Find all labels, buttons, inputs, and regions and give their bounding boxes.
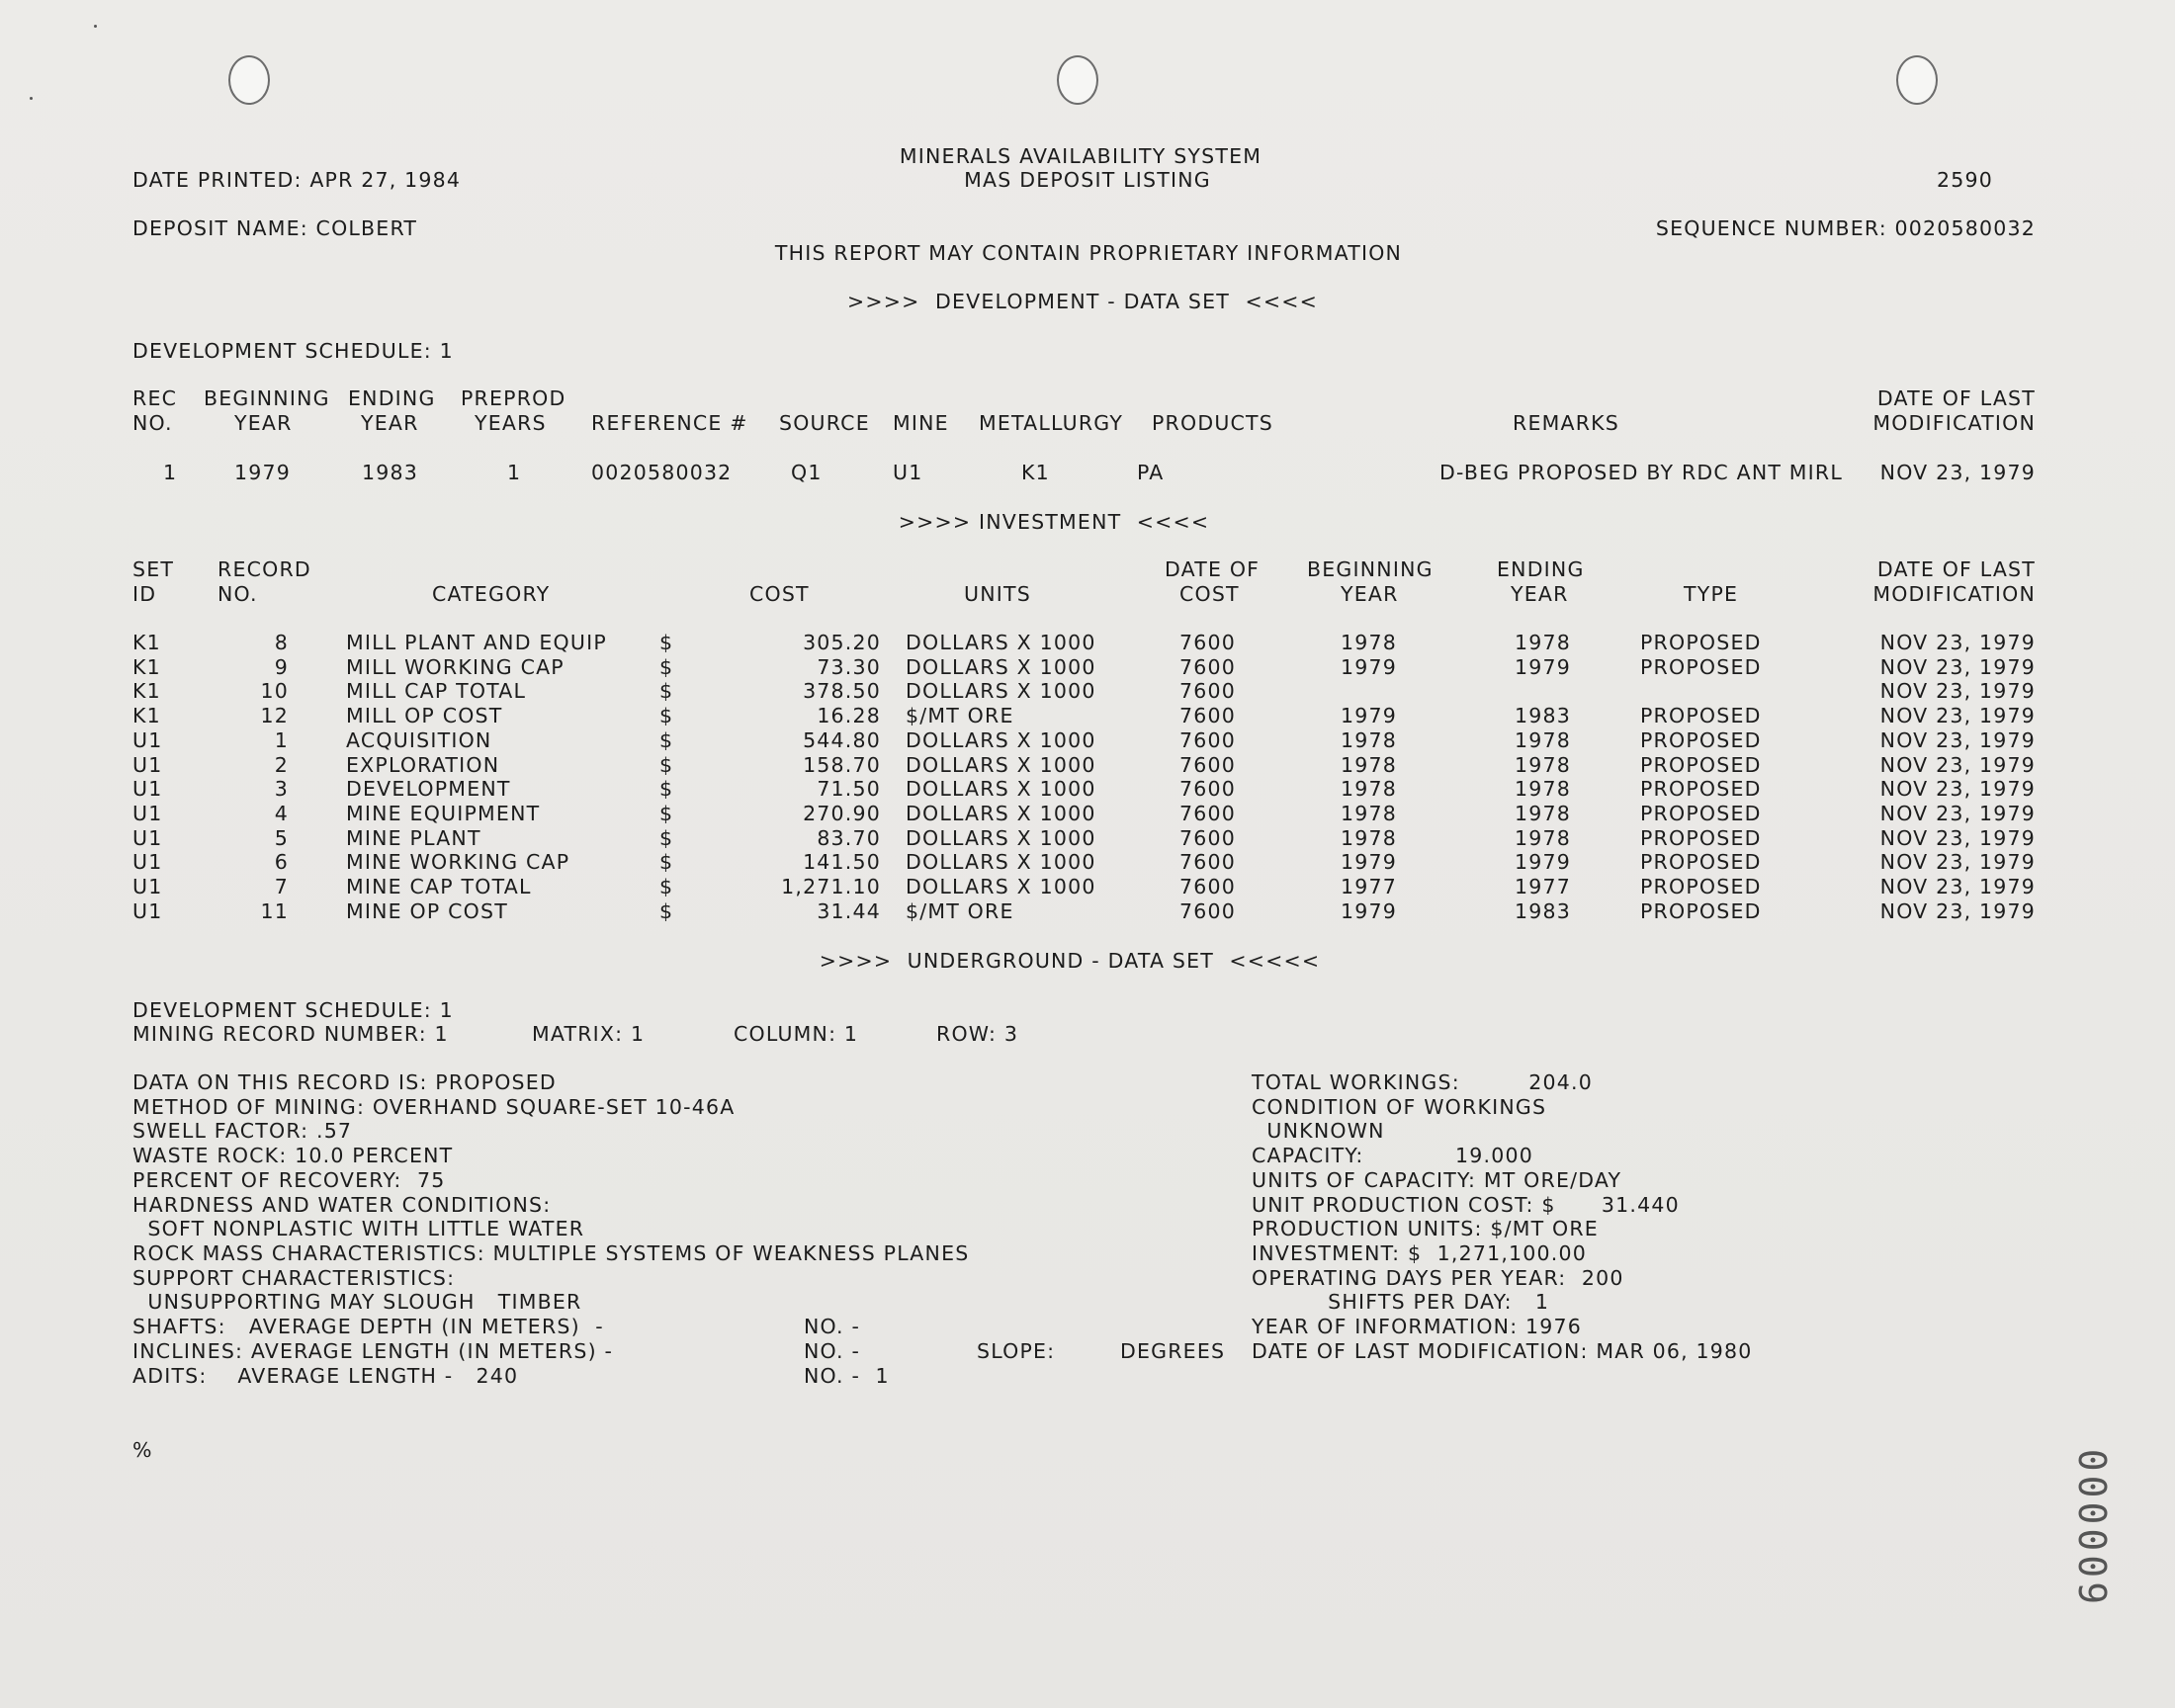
- cell-cost: 305.20: [803, 631, 881, 654]
- cell-record-no: 3: [274, 777, 289, 802]
- detail-line: CONDITION OF WORKINGS: [1252, 1095, 1547, 1119]
- cell-date-of-cost: 7600: [1179, 631, 1236, 654]
- cell-category: MINE CAP TOTAL: [346, 875, 532, 898]
- cell-date-of-cost: 7600: [1179, 801, 1236, 825]
- cell-record-no: 4: [274, 801, 289, 825]
- detail-line: YEAR OF INFORMATION: 1976: [1252, 1315, 1583, 1338]
- cell-set-id: U1: [132, 825, 163, 850]
- sequence-number: SEQUENCE NUMBER: 0020580032: [1655, 216, 2036, 240]
- cell-type: PROPOSED: [1640, 704, 1762, 728]
- cell-ending-year: 1983: [1515, 704, 1571, 728]
- cell-record-no: 7: [274, 875, 289, 898]
- cell-ending-year: 1979: [1515, 654, 1571, 679]
- cell-category: MILL OP COST: [346, 704, 503, 728]
- cell-cost: 16.28: [817, 704, 881, 728]
- detail-line: TOTAL WORKINGS: 204.0: [1252, 1070, 1593, 1094]
- detail-line: SUPPORT CHARACTERISTICS:: [132, 1266, 456, 1290]
- system-title: MINERALS AVAILABILITY SYSTEM: [899, 144, 1262, 168]
- cell-units: $/MT ORE: [906, 704, 1014, 728]
- development-schedule: DEVELOPMENT SCHEDULE: 1: [132, 339, 454, 363]
- cell-beginning-year: 1978: [1341, 631, 1397, 654]
- cell-record-no: 10: [260, 679, 289, 704]
- cell-date-of-cost: 7600: [1179, 825, 1236, 850]
- cell-ending-year: 1978: [1515, 631, 1571, 654]
- col-header-type: TYPE: [1684, 582, 1739, 606]
- cell-units: DOLLARS X 1000: [906, 875, 1096, 898]
- cell-cost: 270.90: [803, 801, 881, 825]
- frame-number-stamp: 600000: [2072, 1444, 2116, 1605]
- cell-category: MILL CAP TOTAL: [346, 679, 527, 704]
- cell-category: MILL PLANT AND EQUIP: [346, 631, 607, 654]
- cell-beginning-year: 1979: [1341, 654, 1397, 679]
- cell-record-no: 8: [274, 631, 289, 654]
- detail-line: WASTE ROCK: 10.0 PERCENT: [132, 1144, 454, 1167]
- cell-currency: $: [659, 777, 674, 802]
- cell-modified: NOV 23, 1979: [1879, 727, 2036, 752]
- col-header-set-id: SET: [132, 557, 175, 581]
- cell-date-of-cost: 7600: [1179, 727, 1236, 752]
- detail-line: ROCK MASS CHARACTERISTICS: MULTIPLE SYSTEMS OF WEAKNESS PLANES: [132, 1241, 970, 1265]
- col-header-ending: YEAR: [361, 411, 419, 435]
- cell-ending-year: 1979: [1515, 850, 1571, 875]
- cell-currency: $: [659, 752, 674, 777]
- col-header-cost: COST: [749, 582, 810, 606]
- cell-type: PROPOSED: [1640, 850, 1762, 875]
- column-value: COLUMN: 1: [734, 1022, 859, 1046]
- col-header-rec: REC: [132, 386, 178, 410]
- cell-category: ACQUISITION: [346, 727, 492, 752]
- detail-line: PRODUCTION UNITS: $/MT ORE: [1252, 1217, 1599, 1240]
- col-header-record: NO.: [218, 582, 258, 606]
- cell-record-no: 5: [274, 825, 289, 850]
- degrees-label: DEGREES: [1120, 1339, 1226, 1363]
- detail-line: SWELL FACTOR: .57: [132, 1119, 353, 1143]
- detail-line: SOFT NONPLASTIC WITH LITTLE WATER: [132, 1217, 585, 1240]
- cell-set-id: U1: [132, 801, 163, 825]
- cell-cost: 73.30: [817, 654, 881, 679]
- detail-line: ADITS: AVERAGE LENGTH - 240: [132, 1364, 519, 1388]
- cell-currency: $: [659, 850, 674, 875]
- cell-source: Q1: [791, 461, 823, 484]
- col-header-date-of-cost: COST: [1179, 582, 1240, 606]
- col-header-ending-year: ENDING: [1497, 557, 1585, 581]
- row-value: ROW: 3: [936, 1022, 1019, 1046]
- detail-line: UNIT PRODUCTION COST: $ 31.440: [1252, 1193, 1680, 1217]
- cell-record-no: 6: [274, 850, 289, 875]
- cell-record-no: 12: [260, 704, 289, 728]
- cell-units: DOLLARS X 1000: [906, 679, 1096, 704]
- cell-type: PROPOSED: [1640, 654, 1762, 679]
- cell-products: PA: [1137, 461, 1165, 484]
- scan-speck: [30, 97, 33, 100]
- col-header-modified: DATE OF LAST: [1876, 557, 2036, 581]
- binder-hole-left: [228, 55, 270, 105]
- cell-ending-year: 1978: [1515, 777, 1571, 802]
- cell-currency: $: [659, 801, 674, 825]
- cell-beginning-year: 1979: [234, 461, 291, 484]
- col-header-modified: MODIFICATION: [1872, 582, 2036, 606]
- investment-section-title: >>>> INVESTMENT <<<<: [898, 510, 1210, 534]
- detail-line: INCLINES: AVERAGE LENGTH (IN METERS) -: [132, 1339, 614, 1363]
- cell-ending-year: 1977: [1515, 875, 1571, 898]
- col-header-category: CATEGORY: [432, 582, 551, 606]
- cell-beginning-year: 1978: [1341, 801, 1397, 825]
- cell-modified: NOV 23, 1979: [1879, 801, 2036, 825]
- cell-beginning-year: 1978: [1341, 825, 1397, 850]
- detail-line: INVESTMENT: $ 1,271,100.00: [1252, 1241, 1587, 1265]
- development-section-title: >>>> DEVELOPMENT - DATA SET <<<<: [847, 290, 1318, 313]
- cell-cost: 71.50: [817, 777, 881, 802]
- shafts-count: NO. -: [804, 1315, 861, 1338]
- cell-modified: NOV 23, 1979: [1879, 875, 2036, 898]
- col-header-modified: MODIFICATION: [1872, 411, 2036, 435]
- cell-currency: $: [659, 631, 674, 654]
- cell-ending-year: 1978: [1515, 752, 1571, 777]
- cell-category: EXPLORATION: [346, 752, 500, 777]
- cell-preprod-years: 1: [507, 461, 522, 484]
- cell-record-no: 2: [274, 752, 289, 777]
- cell-modified: NOV 23, 1979: [1879, 850, 2036, 875]
- col-header-beginning-year: BEGINNING: [1307, 557, 1434, 581]
- detail-line: SHIFTS PER DAY: 1: [1252, 1290, 1550, 1314]
- cell-date-of-cost: 7600: [1179, 679, 1236, 704]
- cell-date-of-cost: 7600: [1179, 898, 1236, 923]
- cell-cost: 83.70: [817, 825, 881, 850]
- col-header-preprod: YEARS: [475, 411, 547, 435]
- cell-type: PROPOSED: [1640, 727, 1762, 752]
- date-printed: DATE PRINTED: APR 27, 1984: [132, 168, 462, 192]
- cell-set-id: U1: [132, 850, 163, 875]
- adits-count: NO. - 1: [804, 1364, 890, 1388]
- col-header-ending: ENDING: [348, 386, 436, 410]
- cell-cost: 158.70: [803, 752, 881, 777]
- cell-currency: $: [659, 825, 674, 850]
- cell-set-id: U1: [132, 727, 163, 752]
- underground-section-title: >>>> UNDERGROUND - DATA SET <<<<<: [819, 949, 1321, 973]
- col-header-record: RECORD: [218, 557, 311, 581]
- col-header-ending-year: YEAR: [1511, 582, 1569, 606]
- deposit-name: DEPOSIT NAME: COLBERT: [132, 216, 418, 240]
- cell-currency: $: [659, 654, 674, 679]
- cell-modified: NOV 23, 1979: [1879, 704, 2036, 728]
- scan-speck: [94, 25, 97, 28]
- detail-line: CAPACITY: 19.000: [1252, 1144, 1533, 1167]
- cell-set-id: U1: [132, 777, 163, 802]
- col-header-beginning-year: YEAR: [1341, 582, 1399, 606]
- col-header-units: UNITS: [964, 582, 1031, 606]
- cell-units: DOLLARS X 1000: [906, 801, 1096, 825]
- cell-metallurgy: K1: [1021, 461, 1050, 484]
- proprietary-notice: THIS REPORT MAY CONTAIN PROPRIETARY INFORMATION: [774, 241, 1403, 265]
- detail-line: DATA ON THIS RECORD IS: PROPOSED: [132, 1070, 557, 1094]
- col-header-mine: MINE: [893, 411, 949, 435]
- cell-set-id: U1: [132, 898, 163, 923]
- cell-cost: 544.80: [803, 727, 881, 752]
- cell-beginning-year: 1978: [1341, 727, 1397, 752]
- cell-type: PROPOSED: [1640, 631, 1762, 654]
- col-header-reference: REFERENCE #: [591, 411, 748, 435]
- cell-modified: NOV 23, 1979: [1879, 654, 2036, 679]
- cell-set-id: K1: [132, 704, 161, 728]
- detail-line: HARDNESS AND WATER CONDITIONS:: [132, 1193, 552, 1217]
- cell-date-of-cost: 7600: [1179, 777, 1236, 802]
- cell-record-no: 11: [260, 898, 289, 923]
- detail-line: UNITS OF CAPACITY: MT ORE/DAY: [1252, 1168, 1622, 1192]
- cell-units: DOLLARS X 1000: [906, 777, 1096, 802]
- cell-type: PROPOSED: [1640, 801, 1762, 825]
- detail-line: DATE OF LAST MODIFICATION: MAR 06, 1980: [1252, 1339, 1753, 1363]
- cell-units: DOLLARS X 1000: [906, 727, 1096, 752]
- cell-beginning-year: 1979: [1341, 850, 1397, 875]
- cell-cost: 141.50: [803, 850, 881, 875]
- cell-units: DOLLARS X 1000: [906, 752, 1096, 777]
- cell-cost: 378.50: [803, 679, 881, 704]
- cell-modified: NOV 23, 1979: [1879, 825, 2036, 850]
- cell-record-no: 9: [274, 654, 289, 679]
- col-header-set-id: ID: [132, 582, 157, 606]
- slope-label: SLOPE:: [977, 1339, 1056, 1363]
- cell-date-of-cost: 7600: [1179, 654, 1236, 679]
- cell-date-of-cost: 7600: [1179, 875, 1236, 898]
- detail-line: PERCENT OF RECOVERY: 75: [132, 1168, 446, 1192]
- cell-currency: $: [659, 679, 674, 704]
- cell-beginning-year: 1978: [1341, 752, 1397, 777]
- col-header-remarks: REMARKS: [1513, 411, 1620, 435]
- cell-date-of-cost: 7600: [1179, 752, 1236, 777]
- cell-set-id: K1: [132, 654, 161, 679]
- binder-hole-center: [1057, 55, 1098, 105]
- cell-category: MILL WORKING CAP: [346, 654, 565, 679]
- cell-units: DOLLARS X 1000: [906, 654, 1096, 679]
- col-header-beginning: BEGINNING: [204, 386, 330, 410]
- col-header-source: SOURCE: [779, 411, 870, 435]
- cell-modified: NOV 23, 1979: [1879, 631, 2036, 654]
- mining-record-number: MINING RECORD NUMBER: 1: [132, 1022, 449, 1046]
- cell-units: DOLLARS X 1000: [906, 825, 1096, 850]
- detail-line: UNSUPPORTING MAY SLOUGH TIMBER: [132, 1290, 582, 1314]
- cell-ending-year: 1983: [362, 461, 418, 484]
- cell-cost: 31.44: [817, 898, 881, 923]
- cell-beginning-year: 1978: [1341, 777, 1397, 802]
- detail-line: UNKNOWN: [1252, 1119, 1385, 1143]
- detail-line: SHAFTS: AVERAGE DEPTH (IN METERS) -: [132, 1315, 604, 1338]
- cell-mine: U1: [893, 461, 923, 484]
- col-header-preprod: PREPROD: [461, 386, 566, 410]
- cell-remarks: D-BEG PROPOSED BY RDC ANT MIRL: [1438, 461, 1843, 484]
- cell-set-id: U1: [132, 752, 163, 777]
- cell-reference: 0020580032: [591, 461, 733, 484]
- cell-date-of-cost: 7600: [1179, 850, 1236, 875]
- cell-date-of-cost: 7600: [1179, 704, 1236, 728]
- cell-category: MINE PLANT: [346, 825, 481, 850]
- listing-title: MAS DEPOSIT LISTING: [964, 168, 1211, 192]
- cell-set-id: K1: [132, 631, 161, 654]
- col-header-modified: DATE OF LAST: [1876, 386, 2036, 410]
- cell-modified: NOV 23, 1979: [1879, 752, 2036, 777]
- cell-modified: NOV 23, 1979: [1879, 461, 2036, 484]
- cell-record-no: 1: [274, 727, 289, 752]
- percent-mark: %: [132, 1438, 153, 1462]
- cell-type: PROPOSED: [1640, 898, 1762, 923]
- cell-category: MINE EQUIPMENT: [346, 801, 541, 825]
- cell-rec: 1: [163, 461, 178, 484]
- cell-modified: NOV 23, 1979: [1879, 898, 2036, 923]
- cell-beginning-year: 1979: [1341, 704, 1397, 728]
- cell-modified: NOV 23, 1979: [1879, 679, 2036, 704]
- matrix-value: MATRIX: 1: [532, 1022, 646, 1046]
- cell-set-id: U1: [132, 875, 163, 898]
- cell-ending-year: 1978: [1515, 825, 1571, 850]
- col-header-beginning: YEAR: [234, 411, 293, 435]
- cell-category: DEVELOPMENT: [346, 777, 511, 802]
- cell-currency: $: [659, 727, 674, 752]
- cell-currency: $: [659, 875, 674, 898]
- binder-hole-right: [1896, 55, 1938, 105]
- cell-beginning-year: 1979: [1341, 898, 1397, 923]
- col-header-date-of-cost: DATE OF: [1165, 557, 1261, 581]
- cell-cost: 1,271.10: [781, 875, 881, 898]
- detail-line: OPERATING DAYS PER YEAR: 200: [1252, 1266, 1624, 1290]
- col-header-metallurgy: METALLURGY: [979, 411, 1124, 435]
- col-header-rec: NO.: [132, 411, 173, 435]
- cell-units: $/MT ORE: [906, 898, 1014, 923]
- cell-ending-year: 1978: [1515, 801, 1571, 825]
- cell-type: PROPOSED: [1640, 752, 1762, 777]
- cell-type: PROPOSED: [1640, 777, 1762, 802]
- cell-currency: $: [659, 898, 674, 923]
- cell-type: PROPOSED: [1640, 875, 1762, 898]
- cell-units: DOLLARS X 1000: [906, 631, 1096, 654]
- underground-schedule: DEVELOPMENT SCHEDULE: 1: [132, 998, 454, 1022]
- cell-ending-year: 1978: [1515, 727, 1571, 752]
- cell-set-id: K1: [132, 679, 161, 704]
- cell-currency: $: [659, 704, 674, 728]
- cell-beginning-year: 1977: [1341, 875, 1397, 898]
- cell-modified: NOV 23, 1979: [1879, 777, 2036, 802]
- inclines-count: NO. -: [804, 1339, 861, 1363]
- detail-line: METHOD OF MINING: OVERHAND SQUARE-SET 10-46A: [132, 1095, 736, 1119]
- cell-category: MINE WORKING CAP: [346, 850, 570, 875]
- page-number: 2590: [1937, 168, 1993, 192]
- col-header-products: PRODUCTS: [1152, 411, 1273, 435]
- cell-ending-year: 1983: [1515, 898, 1571, 923]
- cell-units: DOLLARS X 1000: [906, 850, 1096, 875]
- cell-type: PROPOSED: [1640, 825, 1762, 850]
- cell-category: MINE OP COST: [346, 898, 508, 923]
